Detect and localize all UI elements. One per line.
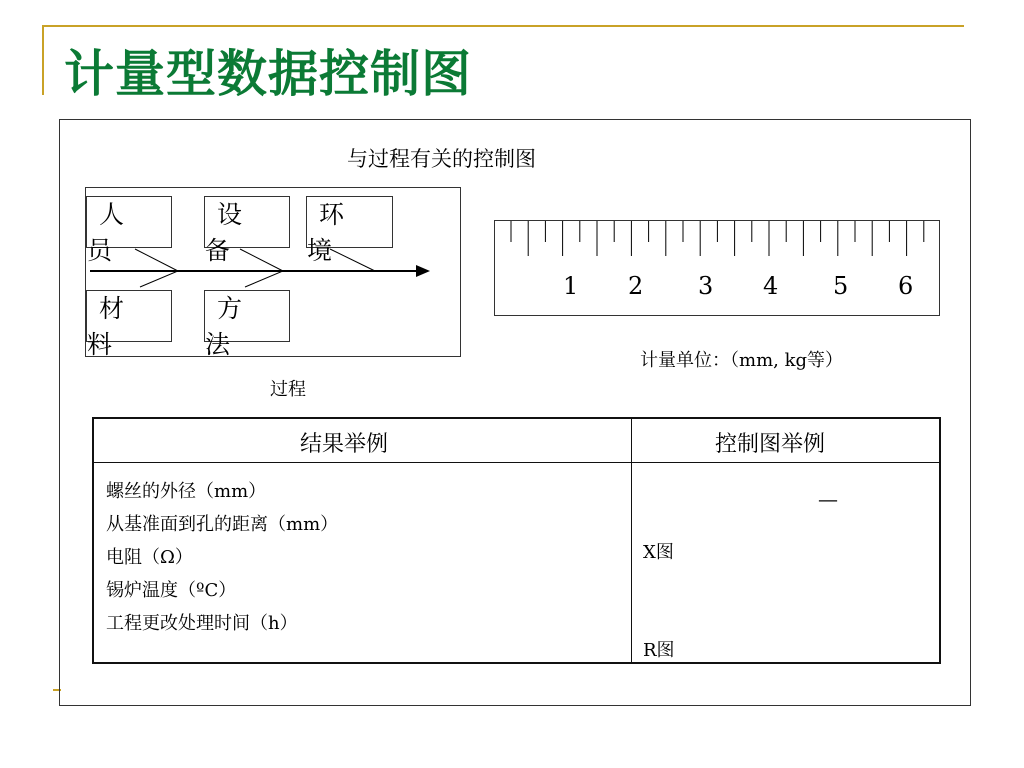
table-header-charts: 控制图举例 <box>715 432 826 457</box>
ruler <box>494 220 940 316</box>
factor-environment-line2: 境 <box>307 236 349 265</box>
factor-methods <box>204 290 290 359</box>
ruler-ticks <box>494 220 940 316</box>
factor-equipment-line2: 备 <box>205 236 247 265</box>
accent-line-left <box>42 25 44 95</box>
result-item: 螺丝的外径（mm） <box>106 481 267 502</box>
results-list <box>106 475 338 640</box>
factor-people-line1: 人 <box>99 200 141 229</box>
factor-equipment <box>204 196 290 265</box>
ruler-number-label: 3 <box>698 272 714 300</box>
factor-equipment-line1: 设 <box>217 200 259 229</box>
result-item: 电阻（Ω） <box>106 547 193 568</box>
diagram-title: 与过程有关的控制图 <box>347 147 536 171</box>
ruler-number-label: 5 <box>833 272 849 300</box>
result-item: 工程更改处理时间（h） <box>106 613 298 634</box>
xbar-overline: — <box>818 487 838 511</box>
factor-materials <box>86 290 172 359</box>
process-label: 过程 <box>270 379 306 400</box>
factor-people <box>86 196 172 265</box>
accent-line-top <box>42 25 964 27</box>
slide-title: 计量型数据控制图 <box>64 45 472 103</box>
table-header-results: 结果举例 <box>300 432 389 457</box>
factor-materials-line1: 材 <box>99 294 141 323</box>
factor-methods-line2: 法 <box>205 330 247 359</box>
factor-materials-line2: 料 <box>87 330 129 359</box>
r-chart-label: R图 <box>643 640 675 661</box>
xbar-chart-label: X图 <box>643 542 674 563</box>
ruler-number-label: 4 <box>763 272 779 300</box>
factor-environment <box>306 196 393 265</box>
unit-label: 计量单位：（mm, kg等） <box>640 350 844 371</box>
ruler-number-label: 2 <box>628 272 644 300</box>
factor-methods-line1: 方 <box>217 294 259 323</box>
table-divider-vertical <box>631 419 632 662</box>
ruler-number-label: 1 <box>563 272 579 300</box>
result-item: 从基准面到孔的距离（mm） <box>106 514 339 535</box>
table-divider-horizontal <box>94 462 939 463</box>
process-arrow-head <box>416 265 430 277</box>
ruler-number-label: 6 <box>898 272 914 300</box>
factor-people-line2: 员 <box>87 236 129 265</box>
factor-environment-line1: 环 <box>319 200 361 229</box>
result-item: 锡炉温度（ºC） <box>106 580 237 601</box>
